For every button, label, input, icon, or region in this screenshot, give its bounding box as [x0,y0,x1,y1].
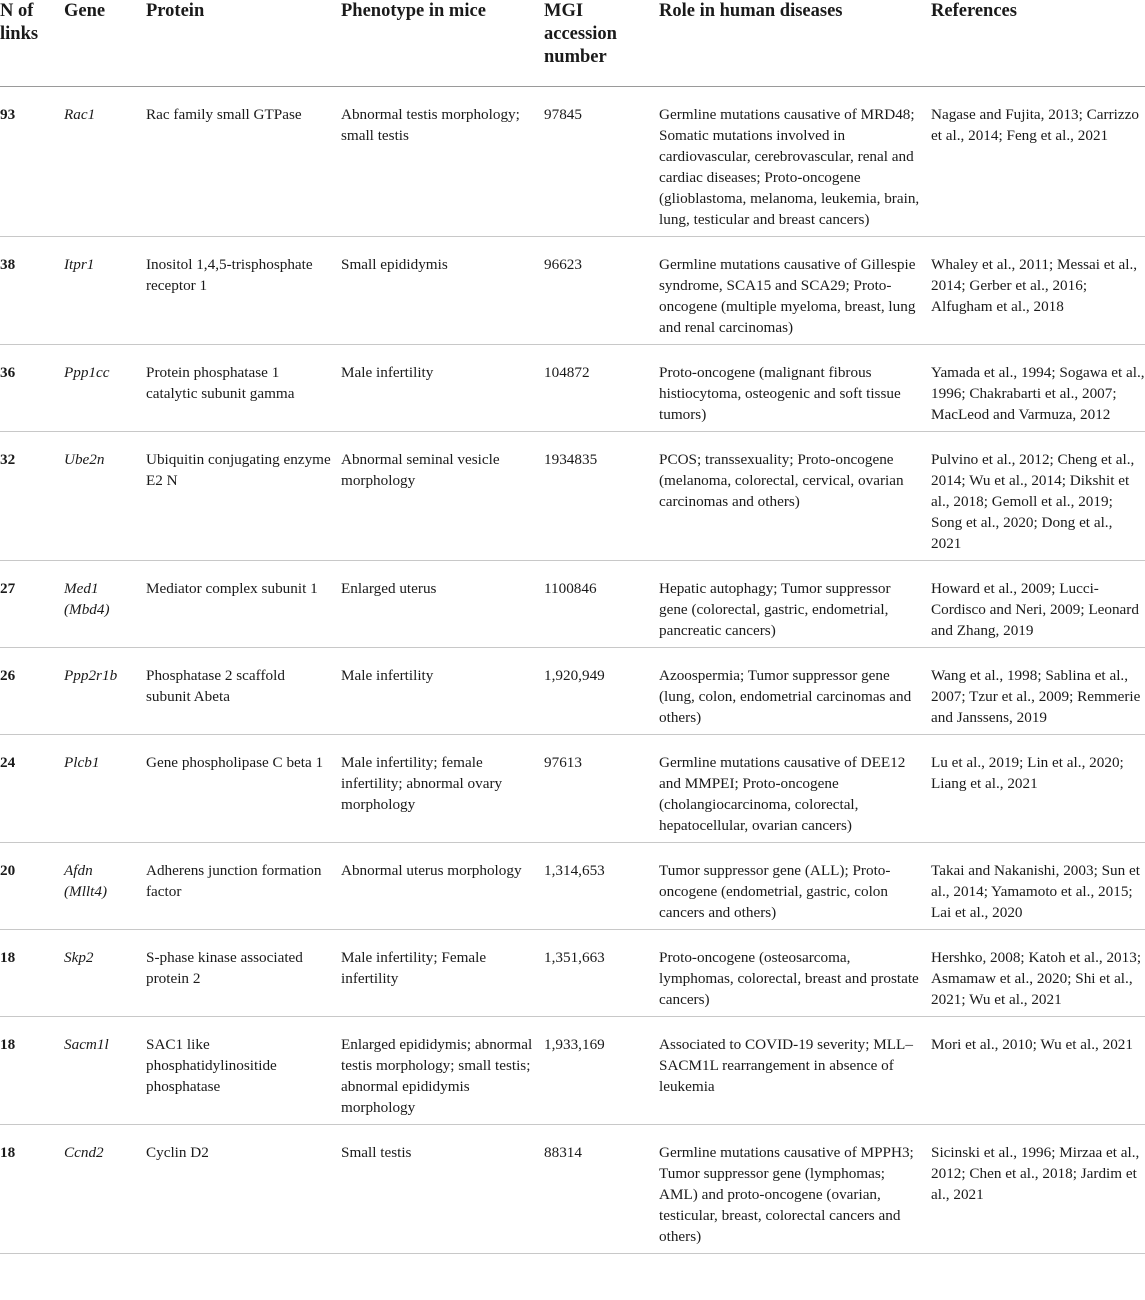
gene-cell: Ube2n [64,432,146,561]
references-cell: Nagase and Fujita, 2013; Carrizzo et al., 2014; Feng et al., 2021 [931,87,1145,237]
links-cell: 26 [0,648,64,735]
role-cell: Germline mutations causative of DEE12 and MMPEI; Proto-oncogene (cholangiocarcinoma, colorectal, hepatocellular, ovarian cancers) [659,735,931,843]
gene-cell: Skp2 [64,930,146,1017]
header-references: References [931,0,1145,87]
references-cell: Mori et al., 2010; Wu et al., 2021 [931,1017,1145,1125]
table-body [0,87,1145,1254]
role-cell: Hepatic autophagy; Tumor suppressor gene (colorectal, gastric, endometrial, pancreatic cancers) [659,561,931,648]
links-cell: 18 [0,1125,64,1254]
protein-cell: Mediator complex subunit 1 [146,561,341,648]
table-row [0,735,1145,843]
role-cell: Germline mutations causative of Gillespie syndrome, SCA15 and SCA29; Proto-oncogene (multiple myeloma, breast, lung and renal carcinomas) [659,237,931,345]
table-row [0,648,1145,735]
mgi-cell: 1,314,653 [544,843,659,930]
header-gene: Gene [64,0,146,87]
role-cell: Tumor suppressor gene (ALL); Proto-oncogene (endometrial, gastric, colon cancers and others) [659,843,931,930]
protein-cell: Phosphatase 2 scaffold subunit Abeta [146,648,341,735]
table-row [0,930,1145,1017]
protein-cell: Protein phosphatase 1 catalytic subunit gamma [146,345,341,432]
table-row [0,432,1145,561]
links-cell: 20 [0,843,64,930]
phenotype-cell: Abnormal seminal vesicle morphology [341,432,544,561]
links-cell: 32 [0,432,64,561]
links-cell: 18 [0,1017,64,1125]
phenotype-cell: Male infertility; Female infertility [341,930,544,1017]
mgi-cell: 1,920,949 [544,648,659,735]
links-cell: 27 [0,561,64,648]
phenotype-cell: Enlarged uterus [341,561,544,648]
gene-cell: Itpr1 [64,237,146,345]
header-row [0,0,1145,87]
phenotype-cell: Small epididymis [341,237,544,345]
links-cell: 18 [0,930,64,1017]
protein-cell: S-phase kinase associated protein 2 [146,930,341,1017]
mgi-cell: 1,351,663 [544,930,659,1017]
references-cell: Takai and Nakanishi, 2003; Sun et al., 2014; Yamamoto et al., 2015; Lai et al., 2020 [931,843,1145,930]
phenotype-cell: Male infertility [341,648,544,735]
mgi-cell: 97613 [544,735,659,843]
protein-cell: Inositol 1,4,5-trisphosphate receptor 1 [146,237,341,345]
table-row [0,345,1145,432]
protein-cell: Ubiquitin conjugating enzyme E2 N [146,432,341,561]
phenotype-cell: Enlarged epididymis; abnormal testis morphology; small testis; abnormal epididymis morphology [341,1017,544,1125]
mgi-cell: 88314 [544,1125,659,1254]
phenotype-cell: Male infertility; female infertility; abnormal ovary morphology [341,735,544,843]
gene-cell: Afdn (Mllt4) [64,843,146,930]
table-row [0,843,1145,930]
mgi-cell: 96623 [544,237,659,345]
table-row [0,1017,1145,1125]
phenotype-cell: Small testis [341,1125,544,1254]
mgi-cell: 97845 [544,87,659,237]
protein-cell: Cyclin D2 [146,1125,341,1254]
references-cell: Yamada et al., 1994; Sogawa et al., 1996; Chakrabarti et al., 2007; MacLeod and Varmuza, 2012 [931,345,1145,432]
mgi-cell: 1100846 [544,561,659,648]
references-cell: Wang et al., 1998; Sablina et al., 2007; Tzur et al., 2009; Remmerie and Janssens, 2019 [931,648,1145,735]
header-mgi: MGI accession number [544,0,659,87]
table-row [0,561,1145,648]
gene-cell: Sacm1l [64,1017,146,1125]
references-cell: Hershko, 2008; Katoh et al., 2013; Asmamaw et al., 2020; Shi et al., 2021; Wu et al., 2021 [931,930,1145,1017]
gene-cell: Med1 (Mbd4) [64,561,146,648]
role-cell: Proto-oncogene (malignant fibrous histiocytoma, osteogenic and soft tissue tumors) [659,345,931,432]
mgi-cell: 1934835 [544,432,659,561]
table-row [0,1125,1145,1254]
header-protein: Protein [146,0,341,87]
references-cell: Lu et al., 2019; Lin et al., 2020; Liang et al., 2021 [931,735,1145,843]
gene-cell: Ppp2r1b [64,648,146,735]
mgi-cell: 1,933,169 [544,1017,659,1125]
references-cell: Pulvino et al., 2012; Cheng et al., 2014; Wu et al., 2014; Dikshit et al., 2018; Gemoll et al., 2019; Song et al., 2020; Dong et al., 2021 [931,432,1145,561]
protein-cell: SAC1 like phosphatidylinositide phosphatase [146,1017,341,1125]
gene-cell: Plcb1 [64,735,146,843]
role-cell: Associated to COVID-19 severity; MLL–SACM1L rearrangement in absence of leukemia [659,1017,931,1125]
links-cell: 38 [0,237,64,345]
table-row [0,87,1145,237]
role-cell: PCOS; transsexuality; Proto-oncogene (melanoma, colorectal, cervical, ovarian carcinomas and others) [659,432,931,561]
role-cell: Germline mutations causative of MPPH3; Tumor suppressor gene (lymphomas; AML) and proto-oncogene (ovarian, testicular, breast, colorectal cancers and others) [659,1125,931,1254]
references-cell: Howard et al., 2009; Lucci-Cordisco and Neri, 2009; Leonard and Zhang, 2019 [931,561,1145,648]
phenotype-cell: Abnormal testis morphology; small testis [341,87,544,237]
role-cell: Proto-oncogene (osteosarcoma, lymphomas, colorectal, breast and prostate cancers) [659,930,931,1017]
links-cell: 24 [0,735,64,843]
role-cell: Germline mutations causative of MRD48; Somatic mutations involved in cardiovascular, cerebrovascular, renal and cardiac diseases; Proto-oncogene (glioblastoma, melanoma, leukemia, brain, lung, testicular and breast cancers) [659,87,931,237]
mgi-cell: 104872 [544,345,659,432]
protein-cell: Rac family small GTPase [146,87,341,237]
gene-cell: Ccnd2 [64,1125,146,1254]
links-cell: 93 [0,87,64,237]
references-cell: Sicinski et al., 1996; Mirzaa et al., 2012; Chen et al., 2018; Jardim et al., 2021 [931,1125,1145,1254]
links-cell: 36 [0,345,64,432]
table-row [0,237,1145,345]
role-cell: Azoospermia; Tumor suppressor gene (lung, colon, endometrial carcinomas and others) [659,648,931,735]
protein-cell: Adherens junction formation factor [146,843,341,930]
gene-cell: Rac1 [64,87,146,237]
references-cell: Whaley et al., 2011; Messai et al., 2014; Gerber et al., 2016; Alfugham et al., 2018 [931,237,1145,345]
gene-cell: Ppp1cc [64,345,146,432]
protein-cell: Gene phospholipase C beta 1 [146,735,341,843]
header-role: Role in human diseases [659,0,931,87]
phenotype-cell: Abnormal uterus morphology [341,843,544,930]
header-phenotype: Phenotype in mice [341,0,544,87]
table-header [0,0,1145,87]
header-links: N of links [0,0,64,87]
phenotype-cell: Male infertility [341,345,544,432]
